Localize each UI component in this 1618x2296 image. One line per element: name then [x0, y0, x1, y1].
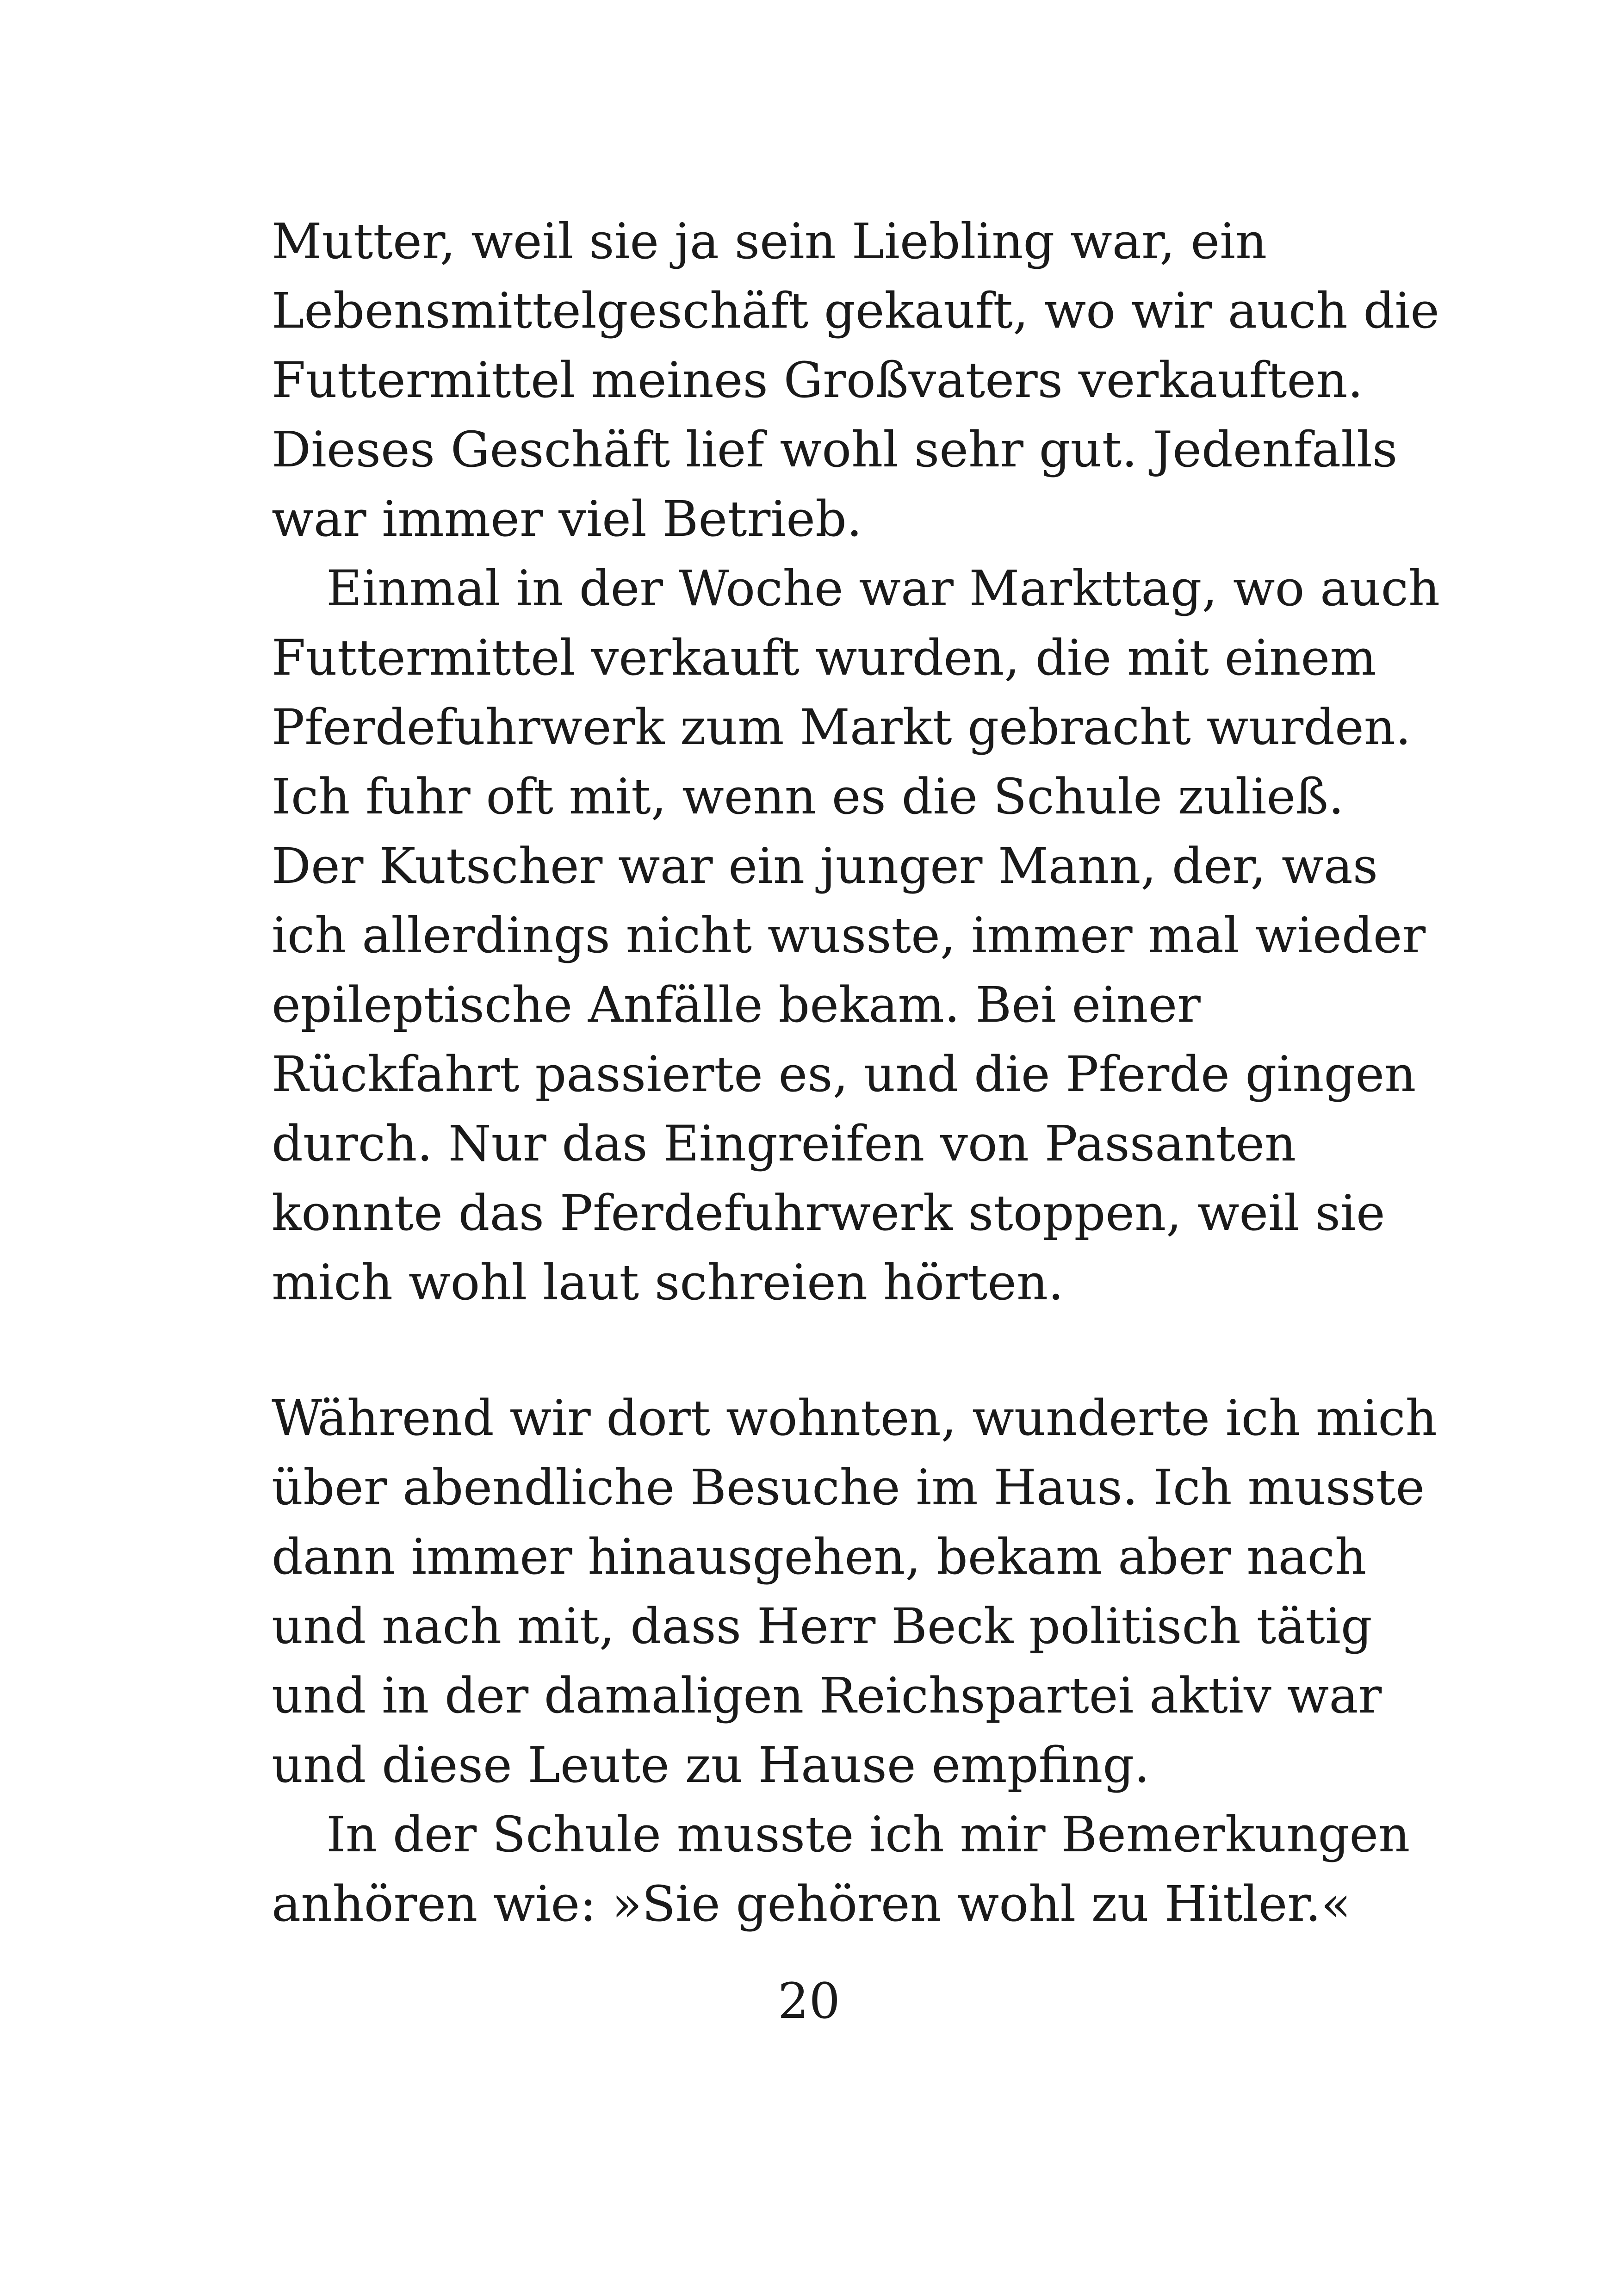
text-line: Der Kutscher war ein junger Mann, der, was	[272, 838, 1378, 894]
text-line: und nach mit, dass Herr Beck politisch tätig	[272, 1598, 1372, 1655]
text-line: Pferdefuhrwerk zum Markt gebracht wurden.	[272, 699, 1411, 756]
text-line: durch. Nur das Eingreifen von Passanten	[272, 1115, 1296, 1172]
text-line: Futtermittel verkauft wurden, die mit einem	[272, 629, 1376, 686]
text-line: Einmal in der Woche war Markttag, wo auch	[326, 560, 1440, 617]
text-line: Rückfahrt passierte es, und die Pferde gingen	[272, 1046, 1416, 1103]
text-line: anhören wie: »Sie gehören wohl zu Hitler.«	[272, 1875, 1351, 1932]
text-line: In der Schule musste ich mir Bemerkungen	[326, 1806, 1410, 1863]
text-line: Während wir dort wohnten, wunderte ich mich	[272, 1390, 1437, 1446]
text-line: war immer viel Betrieb.	[272, 490, 862, 547]
text-line: Futtermittel meines Großvaters verkauften.	[272, 352, 1364, 409]
text-line: ich allerdings nicht wusste, immer mal wieder	[272, 907, 1426, 964]
text-line: Dieses Geschäft lief wohl sehr gut. Jedenfalls	[272, 421, 1398, 478]
text-line: über abendliche Besuche im Haus. Ich musste	[272, 1459, 1425, 1516]
paragraph-1	[272, 207, 1439, 554]
text-line: mich wohl laut schreien hörten.	[272, 1254, 1064, 1311]
text-line: konnte das Pferdefuhrwerk stoppen, weil sie	[272, 1185, 1385, 1241]
paragraph-2	[272, 554, 1440, 1317]
page-number: 20	[778, 1973, 840, 2029]
text-line: epileptische Anfälle bekam. Bei einer	[272, 976, 1201, 1033]
text-line: Ich fuhr oft mit, wenn es die Schule zuließ.	[272, 768, 1344, 825]
text-line: und diese Leute zu Hause empfing.	[272, 1737, 1150, 1793]
text-line: und in der damaligen Reichspartei aktiv war	[272, 1667, 1382, 1724]
text-section-1	[272, 207, 1440, 1317]
text-line: Lebensmittelgeschäft gekauft, wo wir auch die	[272, 282, 1439, 339]
text-line: dann immer hinausgehen, bekam aber nach	[272, 1528, 1367, 1585]
paragraph-4	[272, 1800, 1410, 1939]
paragraph-3	[272, 1384, 1437, 1800]
text-section-2	[272, 1384, 1437, 1939]
text-line: Mutter, weil sie ja sein Liebling war, ein	[272, 213, 1267, 270]
